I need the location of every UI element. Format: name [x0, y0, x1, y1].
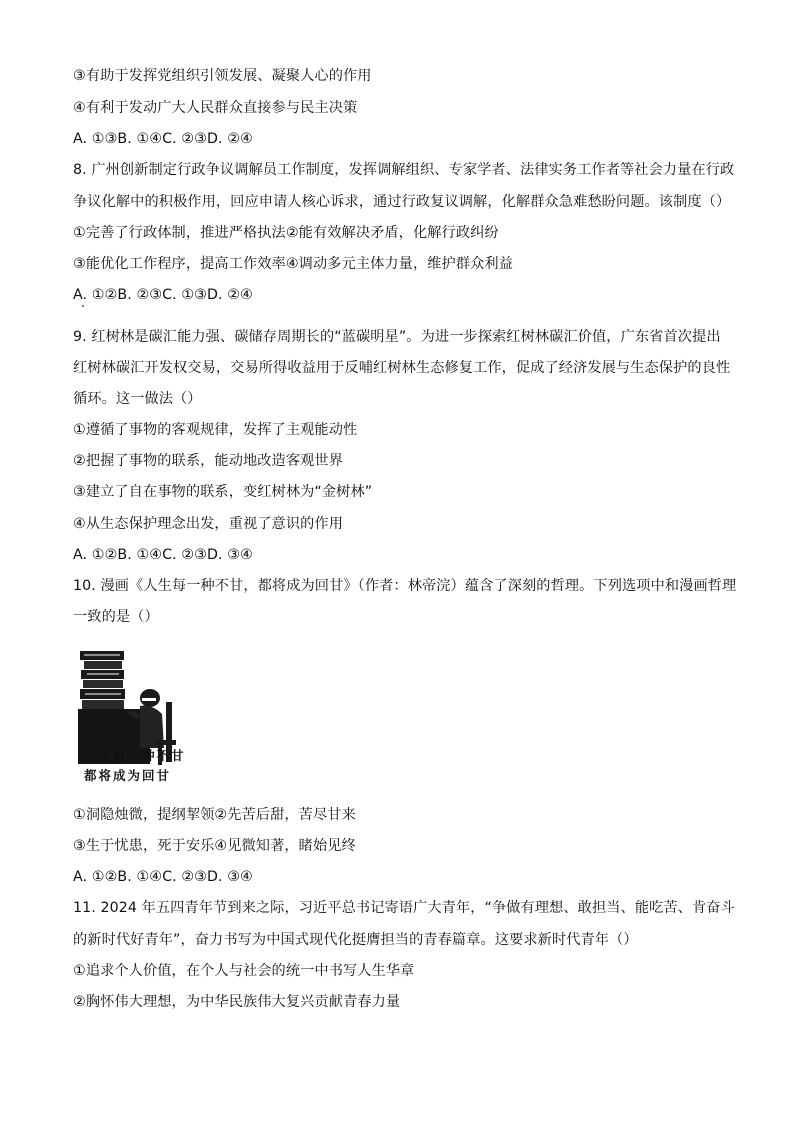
line-q9-option4: ④从生态保护理念出发，重视了意识的作用 [73, 516, 343, 532]
line-q11-stem-1: 11. 2024 年五四青年节到来之际，习近平总书记寄语广大青年，“争做有理想、敢担当、能吃苦、肯奋斗 [73, 900, 735, 916]
line-q7-option3: ③有助于发挥党组织引领发展、凝聚人心的作用 [73, 68, 372, 84]
line-q8-stem-1: 8. 广州创新制定行政争议调解员工作制度，发挥调解组织、专家学者、法律实务工作者等社会力量在行政 [73, 162, 735, 178]
line-q9-stem-2: 红树林碳汇开发权交易，交易所得收益用于反哺红树林生态修复工作，促成了经济发展与生态保护的良性 [73, 360, 731, 376]
line-q7-answers: A. ①③B. ①④C. ②③D. ②④ [73, 131, 253, 147]
line-q9-stem-3: 循环。这一做法（） [73, 391, 202, 407]
stray-dot [82, 305, 84, 307]
line-q9-answers: A. ①②B. ①④C. ②③D. ③④ [73, 547, 253, 563]
line-q9-option2: ②把握了事物的联系，能动地改造客观世界 [73, 453, 343, 469]
line-q7-option4: ④有利于发动广大人民群众直接参与民主决策 [73, 100, 358, 116]
line-q9-option1: ①遵循了事物的客观规律，发挥了主观能动性 [73, 422, 358, 438]
line-q10-answers: A. ①②B. ①④C. ②③D. ③④ [73, 869, 253, 885]
line-q8-stem-2: 争议化解中的积极作用，回应申请人核心诉求，通过行政复议调解，化解群众急难愁盼问题。该制度（） [73, 194, 731, 210]
line-q10-options-1: ①洞隐烛微，提纲挈领②先苦后甜，苦尽甘来 [73, 807, 356, 823]
line-q11-stem-2: 的新时代好青年”，奋力书写为中国式现代化挺膺担当的青春篇章。这要求新时代青年（） [73, 932, 638, 948]
line-q9-option3: ③建立了自在事物的联系，变红树林为“金树林” [73, 484, 373, 500]
cartoon-caption-line-1: 人生每一种不甘 [84, 748, 186, 763]
cartoon-caption-line-2: 都将成为回甘 [84, 768, 172, 783]
line-q8-answers: A. ①②B. ②③C. ①③D. ②④ [73, 287, 253, 303]
line-q11-option2: ②胸怀伟大理想，为中华民族伟大复兴贡献青春力量 [73, 994, 401, 1010]
line-q11-option1: ①追求个人价值，在个人与社会的统一中书写人生华章 [73, 963, 415, 979]
line-q10-stem-1: 10. 漫画《人生每一种不甘，都将成为回甘》（作者：林帝浣）蕴含了深刻的哲理。下列选项中和漫画哲理 [73, 578, 737, 594]
line-q10-stem-2: 一致的是（） [73, 609, 159, 625]
line-q10-options-2: ③生于忧患，死于安乐④见微知著，睹始见终 [73, 838, 356, 854]
line-q8-options-1: ①完善了行政体制，推进严格执法②能有效解决矛盾，化解行政纠纷 [73, 225, 499, 241]
line-q9-stem-1: 9. 红树林是碳汇能力强、碳储存周期长的“蓝碳明星”。为进一步探索红树林碳汇价值，广东省首次提出 [73, 329, 721, 345]
line-q8-options-2: ③能优化工作程序，提高工作效率④调动多元主体力量，维护群众利益 [73, 256, 513, 272]
